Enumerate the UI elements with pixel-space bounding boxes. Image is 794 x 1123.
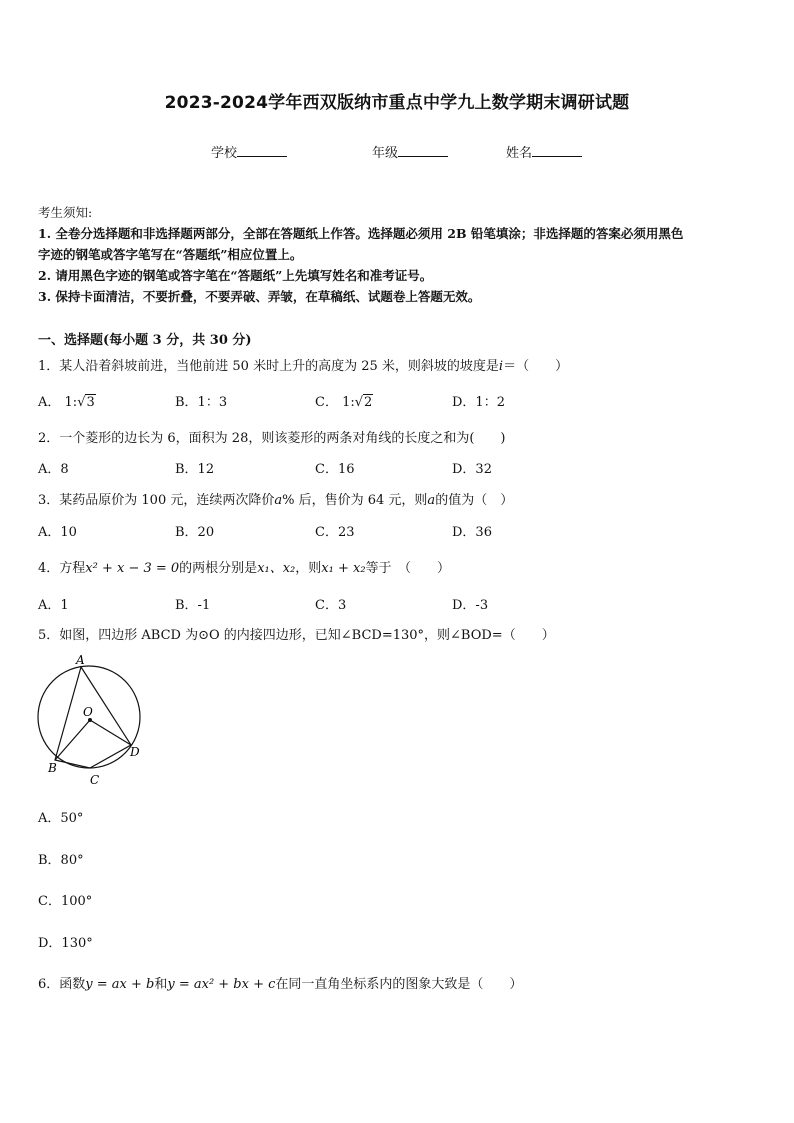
notice-item-1-line-2: 字迹的钢笔或答字笔写在“答题纸”相应位置上。 <box>38 247 303 262</box>
q4-stem-d: 等于 （ ） <box>365 561 451 576</box>
name-blank <box>532 144 582 157</box>
school-field <box>211 142 287 161</box>
q6-function-2: y = ax² + bx + c <box>167 977 276 992</box>
question-1-stem <box>38 355 568 374</box>
q1-stem-text: 1．某人沿着斜坡前进，当他前进 50 米时上升的高度为 25 米，则斜坡的坡度是 <box>38 359 499 374</box>
q3-var-1: a <box>274 493 283 508</box>
q3-stem-c: 的值为（ ） <box>435 493 514 508</box>
question-6-stem <box>38 973 522 992</box>
q4-sum: x₁ + x₂ <box>321 561 366 576</box>
q1-a-pre: 1: <box>64 395 78 410</box>
q1-a-label: A． <box>38 395 61 410</box>
page-title: 2023-2024学年西双版纳市重点中学九上数学期末调研试题 <box>164 93 630 113</box>
q5-quadrilateral <box>55 667 131 768</box>
section-heading: 一、选择题(每小题 3 分，共 30 分) <box>38 333 252 348</box>
q5-label-c: C <box>90 773 100 787</box>
q6-stem-c: 在同一直角坐标系内的图象大致是（ ） <box>275 977 523 992</box>
q2-option-c: C．16 <box>315 462 355 477</box>
q6-function-1: y = ax + b <box>85 977 155 992</box>
q5-label-d: D <box>130 745 140 759</box>
q4-option-d: D．-3 <box>452 598 489 613</box>
school-label: 学校 <box>211 146 238 161</box>
q1-tail: ＝（ ） <box>503 359 569 374</box>
q4-roots: x₁、x₂ <box>257 561 296 576</box>
grade-label: 年级 <box>372 146 399 161</box>
name-field <box>506 142 582 161</box>
q6-stem-b: 和 <box>154 977 168 992</box>
q5-circle-figure <box>28 650 158 790</box>
q5-label-b: B <box>48 761 57 775</box>
q3-option-d: D．36 <box>452 525 492 540</box>
q1-option-b: B．1：3 <box>175 395 228 410</box>
q4-option-b: B．-1 <box>175 598 211 613</box>
q2-option-d: D．32 <box>452 462 492 477</box>
grade-field <box>372 142 448 161</box>
grade-blank <box>398 144 448 157</box>
q1-option-c: C． 1:√2 <box>315 395 373 410</box>
q3-stem-a: 3．某药品原价为 100 元，连续两次降价 <box>38 493 275 508</box>
q4-stem-c: ，则 <box>295 561 322 576</box>
q1-c-radicand: 2 <box>364 395 373 410</box>
q1-option-a: A． 1:√3 <box>38 395 95 410</box>
q5-option-a: A．50° <box>38 811 84 826</box>
q3-option-c: C．23 <box>315 525 355 540</box>
q1-var: i <box>498 359 504 374</box>
q1-option-d: D．1：2 <box>452 395 505 410</box>
q3-option-b: B．20 <box>175 525 215 540</box>
q4-stem-b: 的两根分别是 <box>179 561 258 576</box>
q5-option-c: C．100° <box>38 894 93 909</box>
q3-stem-b: % 后，售价为 64 元，则 <box>282 493 428 508</box>
notice-item-2: 2. 请用黑色字迹的钢笔或答字笔在“答题纸”上先填写姓名和准考证号。 <box>38 268 433 283</box>
q1-a-radicand: 3 <box>86 395 95 410</box>
question-5-stem: 5．如图，四边形 ABCD 为⊙O 的内接四边形，已知∠BCD=130°，则∠BOD=（ ） <box>38 628 555 643</box>
q2-option-a: A．8 <box>38 462 69 477</box>
question-2-stem: 2．一个菱形的边长为 6，面积为 28，则该菱形的两条对角线的长度之和为( ) <box>38 431 506 446</box>
question-4-stem <box>38 557 450 576</box>
q1-c-pre: 1: <box>342 395 355 410</box>
name-label: 姓名 <box>506 146 533 161</box>
notice-heading: 考生须知: <box>38 205 93 220</box>
notice-item-1-line-1: 1. 全卷分选择题和非选择题两部分，全部在答题纸上作答。选择题必须用 2B 铅笔填涂；非选择题的答案必须用黑色 <box>38 226 684 241</box>
q4-stem-a: 4．方程 <box>38 561 86 576</box>
q5-option-d: D．130° <box>38 936 93 951</box>
question-3-stem <box>38 489 513 508</box>
q4-option-a: A．1 <box>38 598 69 613</box>
q2-option-b: B．12 <box>175 462 215 477</box>
q3-option-a: A．10 <box>38 525 77 540</box>
q6-stem-a: 6．函数 <box>38 977 86 992</box>
q5-option-b: B．80° <box>38 853 84 868</box>
q5-label-a: A <box>76 653 85 667</box>
q4-option-c: C．3 <box>315 598 347 613</box>
q5-label-o: O <box>83 705 93 719</box>
q1-c-label: C． <box>315 395 338 410</box>
q3-var-2: a <box>427 493 436 508</box>
notice-item-3: 3. 保持卡面清洁，不要折叠，不要弄破、弄皱，在草稿纸、试题卷上答题无效。 <box>38 289 481 304</box>
school-blank <box>237 144 287 157</box>
q5-segment-od <box>90 720 131 745</box>
q4-equation: x² + x − 3 = 0 <box>85 561 180 576</box>
